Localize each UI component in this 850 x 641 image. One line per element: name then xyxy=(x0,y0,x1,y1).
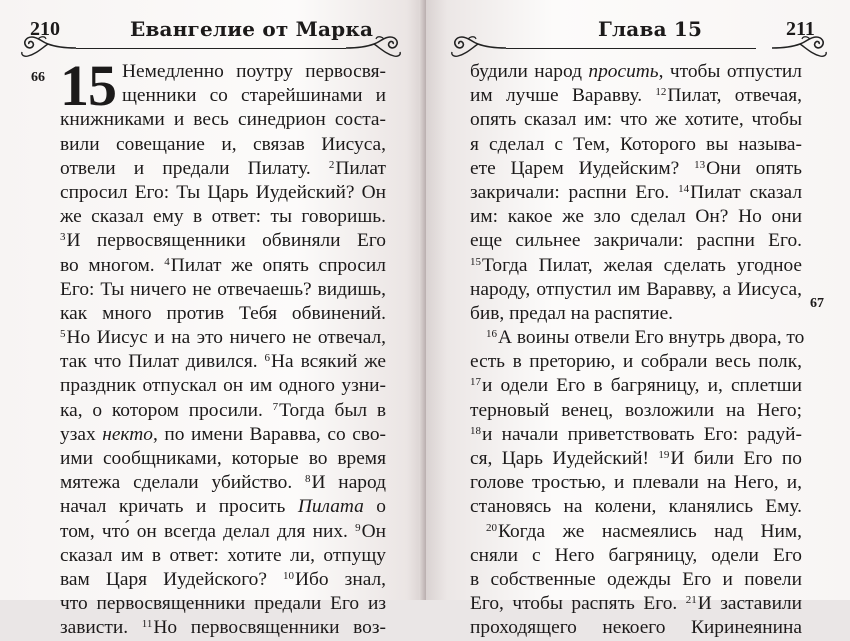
text-line xyxy=(60,520,386,544)
right-flourish-ornament-right-icon xyxy=(770,34,830,60)
text-run: праздник отпускал он им одного узни- xyxy=(60,375,386,397)
text-run: и одели Его в багряницу, и, сплетши xyxy=(482,375,802,397)
text-line xyxy=(470,568,802,592)
text-run: узах xyxy=(60,423,103,445)
text-line xyxy=(470,544,802,568)
text-line xyxy=(60,229,386,253)
text-run: Пилат же опять спросил xyxy=(170,254,386,276)
text-run: им: какое же зло сделал Он? Но они xyxy=(470,206,802,228)
text-line xyxy=(60,181,386,205)
text-run: ими сообщниками, которые во время xyxy=(60,448,386,469)
text-line xyxy=(470,399,802,423)
verse-number: 20 xyxy=(486,521,497,534)
text-run: опять сказал им: что же хотите, чтобы xyxy=(470,109,802,131)
right-page xyxy=(426,0,850,639)
verse-number: 11 xyxy=(141,618,153,631)
text-line xyxy=(470,447,802,471)
text-run: Пилат xyxy=(335,157,386,179)
text-line xyxy=(60,254,386,278)
text-run: так что Пилат дивился. xyxy=(60,351,265,373)
text-run: Он xyxy=(361,520,386,542)
text-line xyxy=(470,108,802,132)
text-run: вам Царя Иудейского? xyxy=(60,568,284,590)
text-line xyxy=(470,84,802,108)
text-run: И били Его по xyxy=(670,448,802,469)
text-run: в собственные одежды Его и повели xyxy=(470,568,802,590)
verse-number: 14 xyxy=(678,182,690,195)
verse-number: 17 xyxy=(470,376,481,389)
text-line xyxy=(470,592,802,616)
text-run: вили совещание и, связав Иисуса, xyxy=(60,133,386,155)
text-run: начал кричать и просить xyxy=(60,496,298,518)
text-line xyxy=(60,133,386,157)
text-run: И первосвященники обвиняли Его xyxy=(66,230,386,252)
text-run: И народ xyxy=(311,472,386,494)
text-run: еще сильнее закричали: распни Его. xyxy=(470,230,802,252)
text-line xyxy=(60,205,386,229)
text-line xyxy=(470,205,802,229)
italic-text: просить xyxy=(588,61,659,82)
text-run: , по имени Варавва, со сво- xyxy=(152,423,386,445)
text-line xyxy=(470,254,802,278)
text-run: как много против Тебя обвинений. xyxy=(60,302,386,324)
text-run: народу, отпустил им Варавву, а Иисуса, xyxy=(470,278,802,300)
verse-number: 12 xyxy=(655,86,667,99)
text-line xyxy=(470,520,802,544)
text-run: Тогда Пилат, желая сделать угодное xyxy=(482,254,802,276)
text-run: А воины отвели Его внутрь двора, то xyxy=(498,327,805,349)
right-page-number: 211 xyxy=(786,18,815,40)
text-run: зависти. xyxy=(60,617,142,639)
text-line xyxy=(470,229,802,253)
text-run: есть в преторию, и собрали весь полк, xyxy=(470,351,802,373)
text-line xyxy=(470,278,802,302)
text-line xyxy=(60,423,386,447)
verse-number: 3 xyxy=(60,231,66,244)
right-margin-number: 67 xyxy=(810,296,824,311)
right-flourish-ornament-icon xyxy=(448,34,508,60)
text-run: И заставили xyxy=(697,593,802,615)
text-line xyxy=(470,302,802,326)
verse-number: 10 xyxy=(283,569,295,582)
verse-number: 21 xyxy=(685,594,697,607)
text-line xyxy=(60,374,386,398)
text-run: сказал им в ответ: хотите ли, отпущу xyxy=(60,544,386,566)
left-header-rule xyxy=(76,48,346,49)
text-run: Пилат, отвечая, xyxy=(667,85,802,107)
text-line xyxy=(60,399,386,423)
text-run: становясь на колени, кланялись Ему. xyxy=(470,496,802,518)
text-run: спросил Его: Ты Царь Иудейский? Он xyxy=(60,181,386,203)
text-run: Но Иисус и на это ничего не отвечал, xyxy=(66,327,386,349)
right-page-header xyxy=(426,0,850,64)
text-line xyxy=(470,423,802,447)
text-run: Когда же насмеялись над Ним, xyxy=(498,520,802,542)
text-run: закричали: распни Его. xyxy=(470,181,679,203)
text-run: Пилат сказал xyxy=(690,181,803,203)
text-line xyxy=(470,181,802,205)
italic-text: Пилата xyxy=(297,496,364,518)
text-line xyxy=(60,568,386,592)
text-line xyxy=(60,326,386,350)
verse-number: 4 xyxy=(164,255,170,268)
text-run: проходящего некоего Киринеянина xyxy=(470,617,802,639)
chapter-number: 15 xyxy=(60,53,116,118)
text-line xyxy=(60,302,386,326)
text-run: бив, предал на распятие. xyxy=(470,302,674,324)
text-line xyxy=(60,544,386,568)
text-line xyxy=(470,350,802,374)
text-run: Его: Ты ничего не отвечаешь? видишь, xyxy=(60,278,386,300)
text-run: Тогда был в xyxy=(279,399,386,421)
text-run: , чтобы отпустил xyxy=(658,61,802,82)
verse-number: 2 xyxy=(328,158,335,171)
text-run: мятежа сделали убийство. xyxy=(60,472,305,494)
left-page-number: 210 xyxy=(30,18,60,40)
text-run: я сделал с Тем, Которого вы называ- xyxy=(470,133,802,155)
italic-text: некто xyxy=(102,423,153,445)
verse-number: 9 xyxy=(355,521,361,534)
text-line xyxy=(470,157,802,181)
text-line xyxy=(60,616,386,640)
text-run: Они опять xyxy=(706,157,802,179)
text-line xyxy=(60,471,386,495)
left-page-text xyxy=(60,53,386,641)
text-run: ете Царем Иудейским? xyxy=(470,157,695,179)
text-line xyxy=(60,278,386,302)
text-run: На всякий же xyxy=(271,351,386,373)
text-run: будили народ xyxy=(470,61,589,82)
verse-number: 6 xyxy=(264,352,271,365)
text-line xyxy=(470,374,802,398)
text-line xyxy=(60,108,386,132)
text-run: щенники со старейшинами и xyxy=(122,85,386,107)
right-running-head: Глава 15 xyxy=(598,17,703,41)
verse-number: 19 xyxy=(658,449,670,461)
left-running-head: Евангелие от Марка xyxy=(130,17,374,41)
left-flourish-ornament-right-icon xyxy=(344,34,404,60)
text-run: им лучше Варавву. xyxy=(470,85,656,107)
verse-number: 18 xyxy=(470,424,481,437)
text-run: ся, Царь Иудейский! xyxy=(470,448,659,469)
text-run: что первосвященники предали Его из xyxy=(60,593,386,615)
verse-number: 13 xyxy=(694,158,706,171)
text-run: сняли с Него багряницу, одели Его xyxy=(470,544,802,566)
text-run: во многом. xyxy=(60,254,165,276)
left-margin-number: 66 xyxy=(31,70,45,85)
text-run: о xyxy=(363,496,386,518)
right-header-rule xyxy=(506,48,756,49)
text-run: Но первосвященники воз- xyxy=(153,617,386,639)
verse-number: 8 xyxy=(305,473,311,486)
text-run: книжниками и весь синедрион соста- xyxy=(60,109,386,131)
text-run: Немедленно поутру первосвя- xyxy=(122,61,386,82)
text-run: терновый венец, возложили на Него; xyxy=(470,399,802,421)
text-line xyxy=(470,495,802,519)
text-run: Его, чтобы распять Его. xyxy=(470,593,686,615)
text-line xyxy=(60,495,386,519)
text-run: же сказал ему в ответ: ты говоришь. xyxy=(60,206,386,228)
text-run: ка, о котором просили. xyxy=(60,399,273,421)
text-run: голове тростью, и плевали на Него, и, xyxy=(470,472,802,494)
verse-number: 5 xyxy=(60,328,66,341)
right-page-text xyxy=(470,60,805,641)
text-run: отвели и предали Пилату. xyxy=(60,157,329,179)
text-run: том, что́ он всегда делал для них. xyxy=(60,520,356,542)
text-line xyxy=(60,447,386,471)
text-line xyxy=(60,350,386,374)
verse-number: 7 xyxy=(272,400,279,413)
verse-number: 15 xyxy=(470,255,481,268)
text-run: и начали приветствовать Его: радуй- xyxy=(482,423,802,445)
text-line xyxy=(470,326,805,350)
text-line xyxy=(470,616,802,640)
verse-number: 16 xyxy=(486,328,497,341)
text-line xyxy=(470,471,802,495)
text-line xyxy=(470,133,802,157)
text-run: Ибо знал, xyxy=(295,568,386,590)
text-line xyxy=(60,592,386,616)
text-line xyxy=(60,157,386,181)
left-page xyxy=(0,0,424,639)
text-line xyxy=(470,60,802,84)
